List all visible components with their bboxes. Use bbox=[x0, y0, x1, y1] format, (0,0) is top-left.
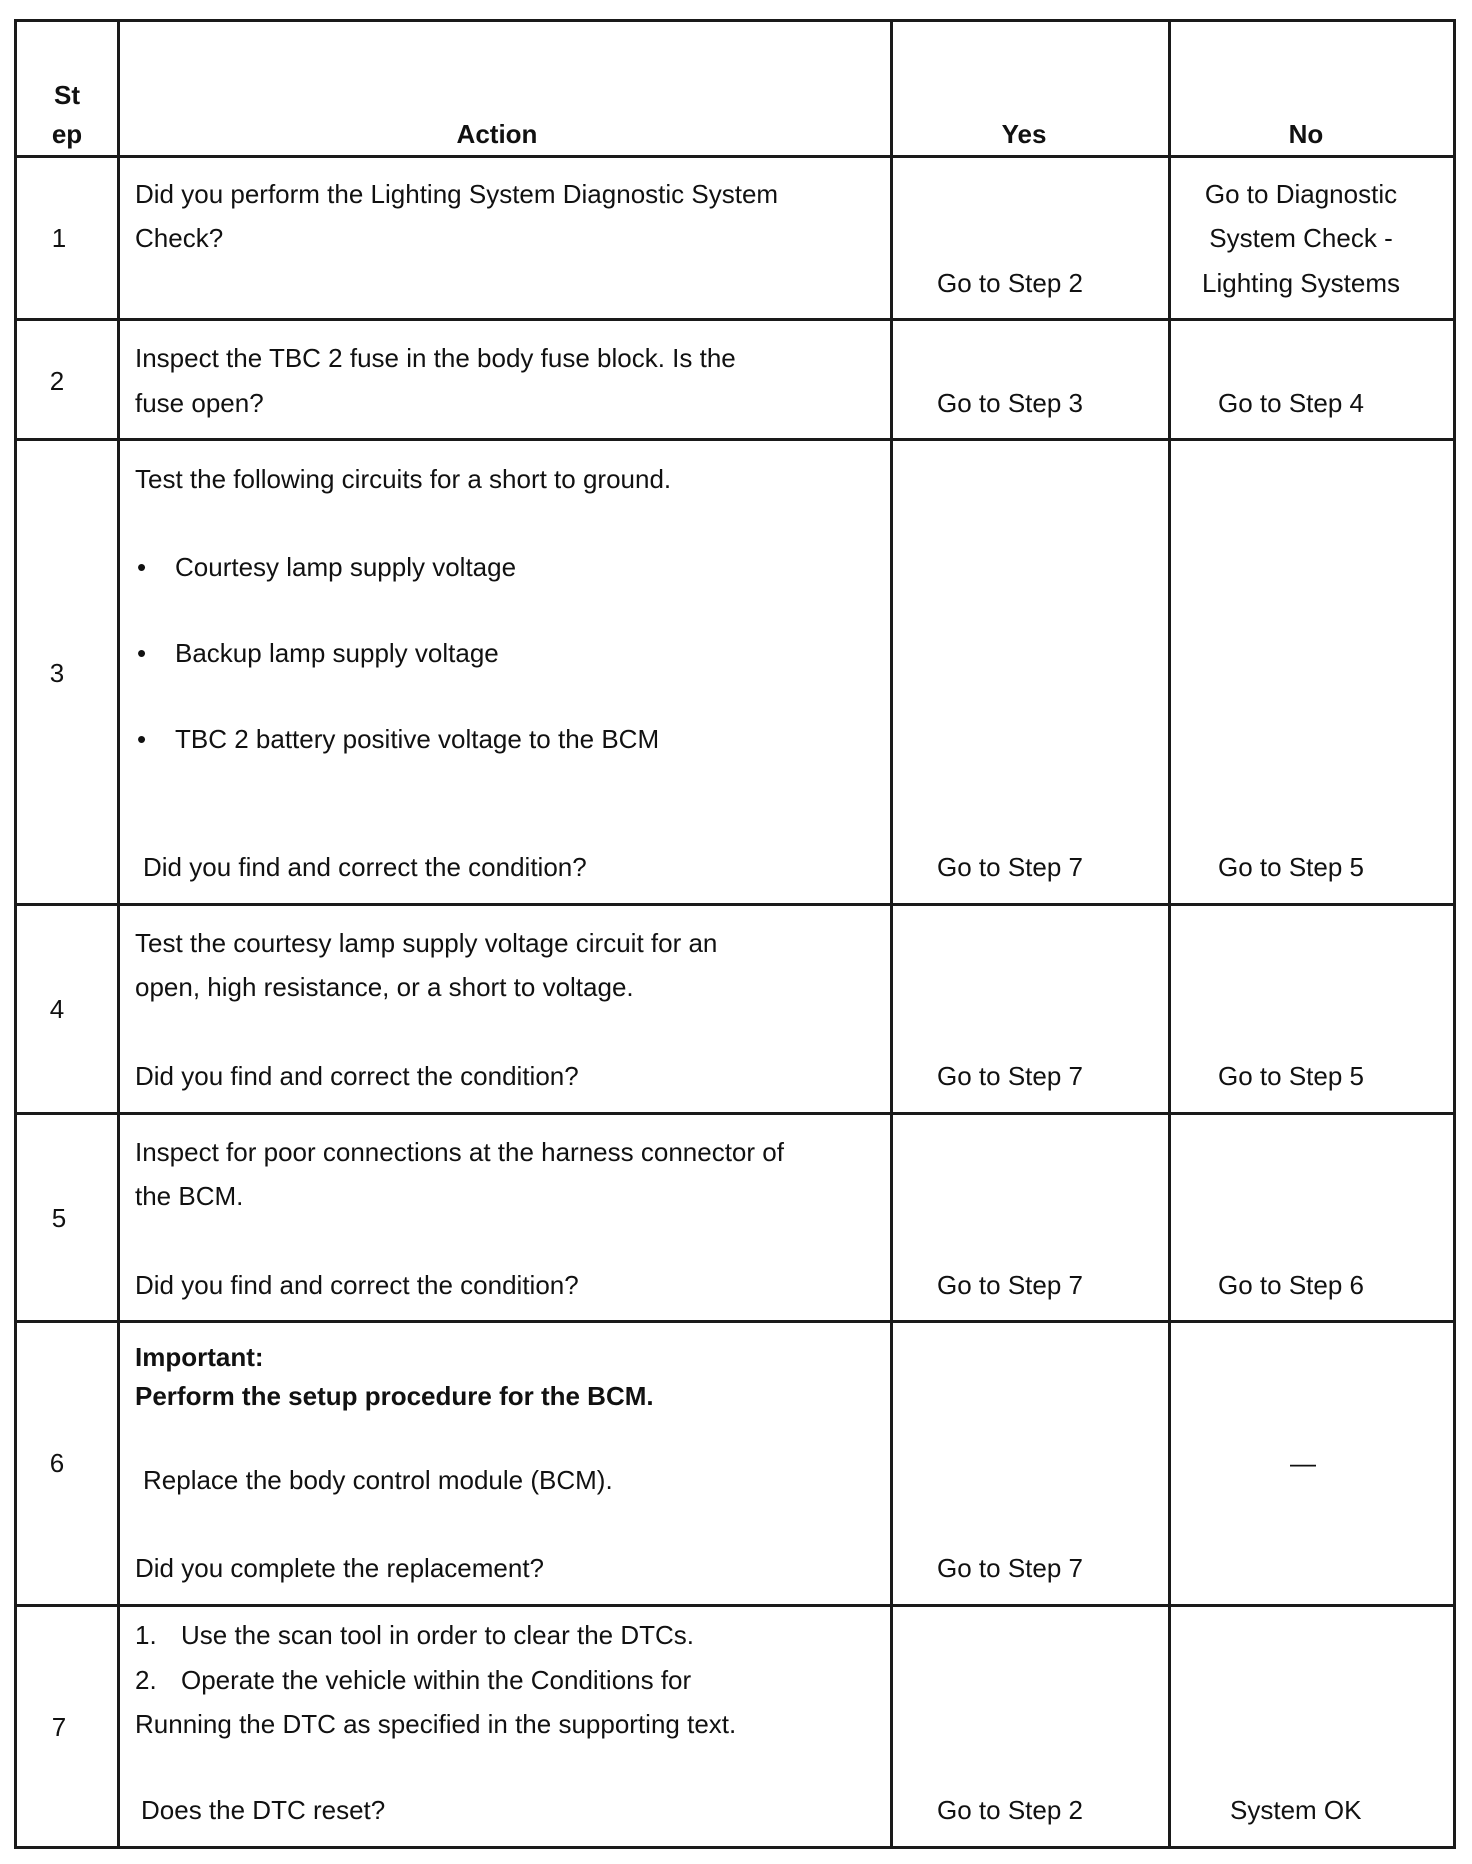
list-number: 1. bbox=[135, 1620, 157, 1650]
list-item: Use the scan tool in order to clear the DTCs. bbox=[181, 1620, 695, 1650]
action-question: Did you complete the replacement? bbox=[135, 1553, 545, 1583]
header-yes: Yes bbox=[1001, 119, 1047, 149]
table-border-left bbox=[14, 19, 17, 1849]
step-number: 4 bbox=[49, 994, 65, 1024]
list-number: 2. bbox=[135, 1665, 157, 1695]
action-text: Test the following circuits for a short to ground. bbox=[135, 464, 672, 494]
yes-result: Go to Step 7 bbox=[937, 852, 1083, 882]
no-result: Go to Diagnostic bbox=[1204, 179, 1398, 209]
column-divider bbox=[890, 19, 893, 1849]
header-divider bbox=[14, 155, 1456, 158]
bullet-item: Backup lamp supply voltage bbox=[175, 638, 499, 668]
action-text: Inspect for poor connections at the harness connector of bbox=[135, 1137, 784, 1167]
bullet-icon: • bbox=[137, 724, 147, 754]
step-number: 1 bbox=[51, 223, 67, 253]
header-step-line1: St bbox=[54, 80, 80, 110]
header-step-line2: ep bbox=[51, 119, 83, 149]
bullet-item: TBC 2 battery positive voltage to the BCM bbox=[175, 724, 660, 754]
yes-result: Go to Step 2 bbox=[937, 268, 1083, 298]
no-result: Go to Step 4 bbox=[1218, 388, 1364, 418]
action-question: Did you find and correct the condition? bbox=[135, 1270, 579, 1300]
no-result: System Check - bbox=[1209, 223, 1393, 253]
action-text: fuse open? bbox=[135, 388, 264, 418]
row-divider bbox=[14, 438, 1456, 441]
table-border-right bbox=[1453, 19, 1456, 1849]
important-label: Important: bbox=[135, 1342, 264, 1372]
yes-result: Go to Step 3 bbox=[937, 388, 1083, 418]
list-item-continued: Running the DTC as specified in the supporting text. bbox=[135, 1709, 737, 1739]
row-divider bbox=[14, 1320, 1456, 1323]
action-text: the BCM. bbox=[135, 1181, 244, 1211]
header-action: Action bbox=[456, 119, 538, 149]
yes-result: Go to Step 7 bbox=[937, 1553, 1083, 1583]
row-divider bbox=[14, 1604, 1456, 1607]
action-text: open, high resistance, or a short to voltage. bbox=[135, 972, 634, 1002]
yes-result: Go to Step 7 bbox=[937, 1061, 1083, 1091]
action-question: Does the DTC reset? bbox=[141, 1795, 386, 1825]
important-text: Perform the setup procedure for the BCM. bbox=[135, 1381, 654, 1411]
no-result-dash: — bbox=[1290, 1448, 1316, 1478]
action-question: Did you find and correct the condition? bbox=[135, 1061, 579, 1091]
row-divider bbox=[14, 1112, 1456, 1115]
table-border-top bbox=[14, 19, 1456, 22]
action-text: Inspect the TBC 2 fuse in the body fuse block. Is the bbox=[135, 343, 736, 373]
column-divider bbox=[117, 19, 120, 1849]
step-number: 3 bbox=[49, 658, 65, 688]
no-result: System OK bbox=[1230, 1795, 1362, 1825]
bullet-icon: • bbox=[137, 638, 147, 668]
action-text: Check? bbox=[135, 223, 224, 253]
no-result: Go to Step 5 bbox=[1218, 1061, 1364, 1091]
no-result: Go to Step 6 bbox=[1218, 1270, 1364, 1300]
step-number: 7 bbox=[51, 1712, 67, 1742]
table-border-bottom bbox=[14, 1846, 1456, 1849]
row-divider bbox=[14, 903, 1456, 906]
action-text: Replace the body control module (BCM). bbox=[143, 1465, 613, 1495]
no-result: Lighting Systems bbox=[1202, 268, 1400, 298]
yes-result: Go to Step 7 bbox=[937, 1270, 1083, 1300]
row-divider bbox=[14, 318, 1456, 321]
bullet-item: Courtesy lamp supply voltage bbox=[175, 552, 517, 582]
step-number: 5 bbox=[51, 1203, 67, 1233]
step-number: 2 bbox=[49, 366, 65, 396]
header-no: No bbox=[1288, 119, 1324, 149]
bullet-icon: • bbox=[137, 552, 147, 582]
action-question: Did you find and correct the condition? bbox=[143, 852, 587, 882]
step-number: 6 bbox=[49, 1448, 65, 1478]
list-item: Operate the vehicle within the Conditions for bbox=[181, 1665, 692, 1695]
action-text: Test the courtesy lamp supply voltage circuit for an bbox=[135, 928, 718, 958]
no-result: Go to Step 5 bbox=[1218, 852, 1364, 882]
action-text: Did you perform the Lighting System Diagnostic System bbox=[135, 179, 779, 209]
yes-result: Go to Step 2 bbox=[937, 1795, 1083, 1825]
